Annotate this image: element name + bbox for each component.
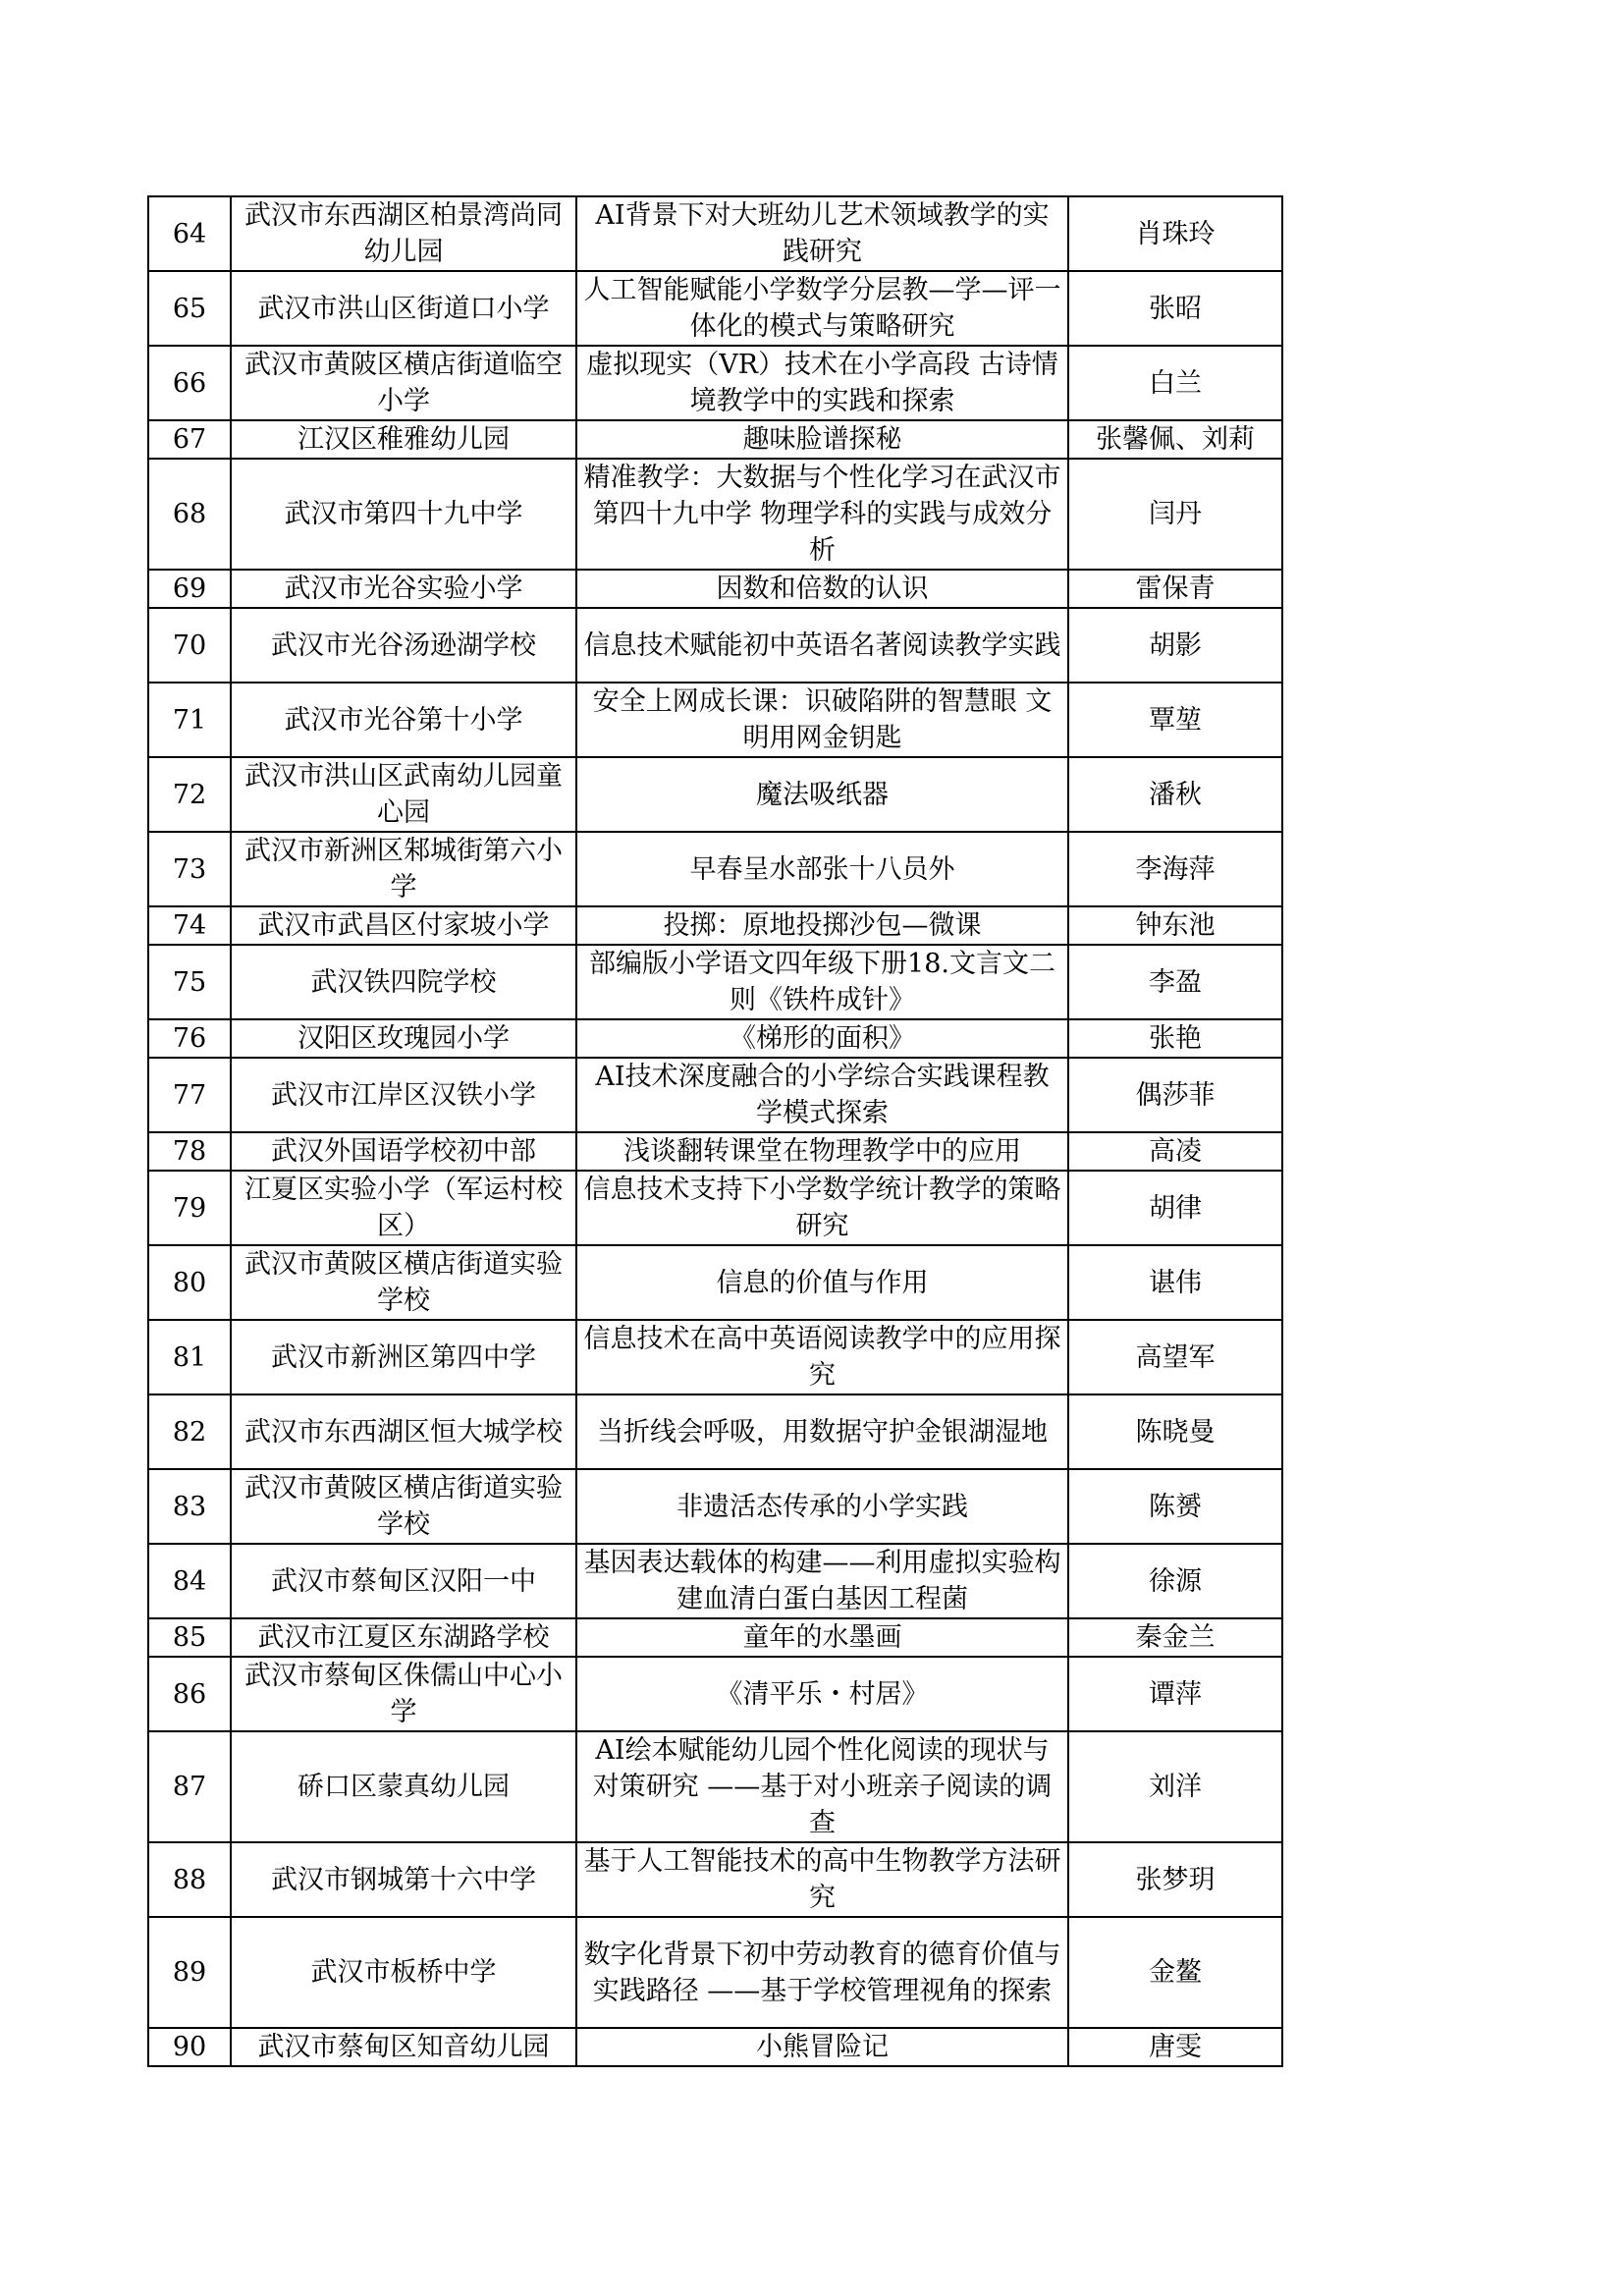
school-cell: 武汉市黄陂区横店街道实验学校 bbox=[231, 1245, 576, 1320]
author-cell: 肖珠玲 bbox=[1068, 196, 1282, 271]
table-row bbox=[148, 832, 1282, 906]
author-cell: 李海萍 bbox=[1068, 832, 1282, 906]
table-row bbox=[148, 271, 1282, 346]
work-title-cell: 基于人工智能技术的高中生物教学方法研究 bbox=[576, 1842, 1068, 1917]
table-row bbox=[148, 1058, 1282, 1132]
table-row bbox=[148, 1245, 1282, 1320]
results-table-body bbox=[148, 196, 1282, 2066]
row-number-cell: 70 bbox=[148, 608, 231, 683]
table-row bbox=[148, 757, 1282, 832]
school-cell: 武汉市新洲区邾城街第六小学 bbox=[231, 832, 576, 906]
work-title-cell: 部编版小学语文四年级下册18.文言文二则《铁杵成针》 bbox=[576, 945, 1068, 1019]
work-title-cell: AI背景下对大班幼儿艺术领域教学的实践研究 bbox=[576, 196, 1068, 271]
table-row bbox=[148, 1132, 1282, 1171]
row-number-cell: 77 bbox=[148, 1058, 231, 1132]
row-number-cell: 86 bbox=[148, 1657, 231, 1731]
author-cell: 唐雯 bbox=[1068, 2028, 1282, 2066]
school-cell: 武汉市洪山区武南幼儿园童心园 bbox=[231, 757, 576, 832]
row-number-cell: 88 bbox=[148, 1842, 231, 1917]
work-title-cell: 安全上网成长课：识破陷阱的智慧眼 文明用网金钥匙 bbox=[576, 683, 1068, 757]
row-number-cell: 73 bbox=[148, 832, 231, 906]
row-number-cell: 81 bbox=[148, 1320, 231, 1394]
row-number-cell: 89 bbox=[148, 1917, 231, 2028]
table-row bbox=[148, 1618, 1282, 1657]
author-cell: 潘秋 bbox=[1068, 757, 1282, 832]
table-row bbox=[148, 1320, 1282, 1394]
row-number-cell: 64 bbox=[148, 196, 231, 271]
work-title-cell: 当折线会呼吸，用数据守护金银湖湿地 bbox=[576, 1394, 1068, 1469]
school-cell: 武汉市蔡甸区汉阳一中 bbox=[231, 1544, 576, 1618]
row-number-cell: 69 bbox=[148, 570, 231, 608]
author-cell: 白兰 bbox=[1068, 346, 1282, 420]
row-number-cell: 90 bbox=[148, 2028, 231, 2066]
school-cell: 武汉外国语学校初中部 bbox=[231, 1132, 576, 1171]
work-title-cell: 信息的价值与作用 bbox=[576, 1245, 1068, 1320]
table-row bbox=[148, 608, 1282, 683]
table-row bbox=[148, 1842, 1282, 1917]
work-title-cell: 因数和倍数的认识 bbox=[576, 570, 1068, 608]
row-number-cell: 72 bbox=[148, 757, 231, 832]
row-number-cell: 84 bbox=[148, 1544, 231, 1618]
author-cell: 张馨佩、刘莉 bbox=[1068, 420, 1282, 459]
author-cell: 闫丹 bbox=[1068, 459, 1282, 570]
author-cell: 雷保青 bbox=[1068, 570, 1282, 608]
school-cell: 武汉市东西湖区柏景湾尚同幼儿园 bbox=[231, 196, 576, 271]
author-cell: 高凌 bbox=[1068, 1132, 1282, 1171]
author-cell: 李盈 bbox=[1068, 945, 1282, 1019]
row-number-cell: 75 bbox=[148, 945, 231, 1019]
author-cell: 张梦玥 bbox=[1068, 1842, 1282, 1917]
work-title-cell: 虚拟现实（VR）技术在小学高段 古诗情境教学中的实践和探索 bbox=[576, 346, 1068, 420]
row-number-cell: 76 bbox=[148, 1019, 231, 1058]
school-cell: 武汉市黄陂区横店街道临空小学 bbox=[231, 346, 576, 420]
row-number-cell: 80 bbox=[148, 1245, 231, 1320]
author-cell: 刘洋 bbox=[1068, 1731, 1282, 1842]
row-number-cell: 82 bbox=[148, 1394, 231, 1469]
school-cell: 武汉铁四院学校 bbox=[231, 945, 576, 1019]
results-table bbox=[147, 195, 1283, 2067]
work-title-cell: 魔法吸纸器 bbox=[576, 757, 1068, 832]
work-title-cell: 数字化背景下初中劳动教育的德育价值与实践路径 ——基于学校管理视角的探索 bbox=[576, 1917, 1068, 2028]
table-row bbox=[148, 1731, 1282, 1842]
table-row bbox=[148, 346, 1282, 420]
table-row bbox=[148, 906, 1282, 945]
school-cell: 武汉市东西湖区恒大城学校 bbox=[231, 1394, 576, 1469]
table-row bbox=[148, 459, 1282, 570]
work-title-cell: 精准教学：大数据与个性化学习在武汉市第四十九中学 物理学科的实践与成效分析 bbox=[576, 459, 1068, 570]
row-number-cell: 78 bbox=[148, 1132, 231, 1171]
author-cell: 秦金兰 bbox=[1068, 1618, 1282, 1657]
school-cell: 武汉市江岸区汉铁小学 bbox=[231, 1058, 576, 1132]
table-row bbox=[148, 1657, 1282, 1731]
author-cell: 胡律 bbox=[1068, 1171, 1282, 1245]
work-title-cell: 信息技术赋能初中英语名著阅读教学实践 bbox=[576, 608, 1068, 683]
author-cell: 高望军 bbox=[1068, 1320, 1282, 1394]
row-number-cell: 66 bbox=[148, 346, 231, 420]
row-number-cell: 68 bbox=[148, 459, 231, 570]
author-cell: 金鳌 bbox=[1068, 1917, 1282, 2028]
school-cell: 江汉区稚雅幼儿园 bbox=[231, 420, 576, 459]
table-row bbox=[148, 1544, 1282, 1618]
work-title-cell: 基因表达载体的构建——利用虚拟实验构建血清白蛋白基因工程菌 bbox=[576, 1544, 1068, 1618]
school-cell: 武汉市板桥中学 bbox=[231, 1917, 576, 2028]
author-cell: 陈赟 bbox=[1068, 1469, 1282, 1544]
work-title-cell: 趣味脸谱探秘 bbox=[576, 420, 1068, 459]
work-title-cell: 投掷：原地投掷沙包—微课 bbox=[576, 906, 1068, 945]
school-cell: 武汉市蔡甸区知音幼儿园 bbox=[231, 2028, 576, 2066]
row-number-cell: 87 bbox=[148, 1731, 231, 1842]
table-row bbox=[148, 1917, 1282, 2028]
author-cell: 陈晓曼 bbox=[1068, 1394, 1282, 1469]
author-cell: 谭萍 bbox=[1068, 1657, 1282, 1731]
table-row bbox=[148, 1019, 1282, 1058]
table-row bbox=[148, 570, 1282, 608]
work-title-cell: 非遗活态传承的小学实践 bbox=[576, 1469, 1068, 1544]
work-title-cell: AI技术深度融合的小学综合实践课程教学模式探索 bbox=[576, 1058, 1068, 1132]
row-number-cell: 79 bbox=[148, 1171, 231, 1245]
school-cell: 武汉市蔡甸区侏儒山中心小学 bbox=[231, 1657, 576, 1731]
author-cell: 张昭 bbox=[1068, 271, 1282, 346]
work-title-cell: 信息技术在高中英语阅读教学中的应用探究 bbox=[576, 1320, 1068, 1394]
school-cell: 武汉市第四十九中学 bbox=[231, 459, 576, 570]
school-cell: 汉阳区玫瑰园小学 bbox=[231, 1019, 576, 1058]
row-number-cell: 83 bbox=[148, 1469, 231, 1544]
work-title-cell: AI绘本赋能幼儿园个性化阅读的现状与对策研究 ——基于对小班亲子阅读的调查 bbox=[576, 1731, 1068, 1842]
work-title-cell: 童年的水墨画 bbox=[576, 1618, 1068, 1657]
work-title-cell: 《梯形的面积》 bbox=[576, 1019, 1068, 1058]
table-row bbox=[148, 1394, 1282, 1469]
author-cell: 偶莎菲 bbox=[1068, 1058, 1282, 1132]
school-cell: 武汉市洪山区街道口小学 bbox=[231, 271, 576, 346]
row-number-cell: 65 bbox=[148, 271, 231, 346]
table-row bbox=[148, 1171, 1282, 1245]
school-cell: 武汉市光谷汤逊湖学校 bbox=[231, 608, 576, 683]
school-cell: 武汉市光谷实验小学 bbox=[231, 570, 576, 608]
school-cell: 武汉市江夏区东湖路学校 bbox=[231, 1618, 576, 1657]
table-row bbox=[148, 420, 1282, 459]
school-cell: 武汉市钢城第十六中学 bbox=[231, 1842, 576, 1917]
work-title-cell: 人工智能赋能小学数学分层教—学—评一体化的模式与策略研究 bbox=[576, 271, 1068, 346]
row-number-cell: 74 bbox=[148, 906, 231, 945]
author-cell: 覃堃 bbox=[1068, 683, 1282, 757]
school-cell: 江夏区实验小学（军运村校区） bbox=[231, 1171, 576, 1245]
school-cell: 武汉市武昌区付家坡小学 bbox=[231, 906, 576, 945]
work-title-cell: 信息技术支持下小学数学统计教学的策略研究 bbox=[576, 1171, 1068, 1245]
author-cell: 钟东池 bbox=[1068, 906, 1282, 945]
row-number-cell: 71 bbox=[148, 683, 231, 757]
row-number-cell: 85 bbox=[148, 1618, 231, 1657]
table-row bbox=[148, 945, 1282, 1019]
table-row bbox=[148, 683, 1282, 757]
school-cell: 硚口区蒙真幼儿园 bbox=[231, 1731, 576, 1842]
author-cell: 张艳 bbox=[1068, 1019, 1282, 1058]
table-row bbox=[148, 2028, 1282, 2066]
work-title-cell: 《清平乐・村居》 bbox=[576, 1657, 1068, 1731]
table-row bbox=[148, 1469, 1282, 1544]
school-cell: 武汉市光谷第十小学 bbox=[231, 683, 576, 757]
table-row bbox=[148, 196, 1282, 271]
author-cell: 胡影 bbox=[1068, 608, 1282, 683]
author-cell: 谌伟 bbox=[1068, 1245, 1282, 1320]
author-cell: 徐源 bbox=[1068, 1544, 1282, 1618]
work-title-cell: 浅谈翻转课堂在物理教学中的应用 bbox=[576, 1132, 1068, 1171]
work-title-cell: 小熊冒险记 bbox=[576, 2028, 1068, 2066]
work-title-cell: 早春呈水部张十八员外 bbox=[576, 832, 1068, 906]
school-cell: 武汉市黄陂区横店街道实验学校 bbox=[231, 1469, 576, 1544]
row-number-cell: 67 bbox=[148, 420, 231, 459]
school-cell: 武汉市新洲区第四中学 bbox=[231, 1320, 576, 1394]
